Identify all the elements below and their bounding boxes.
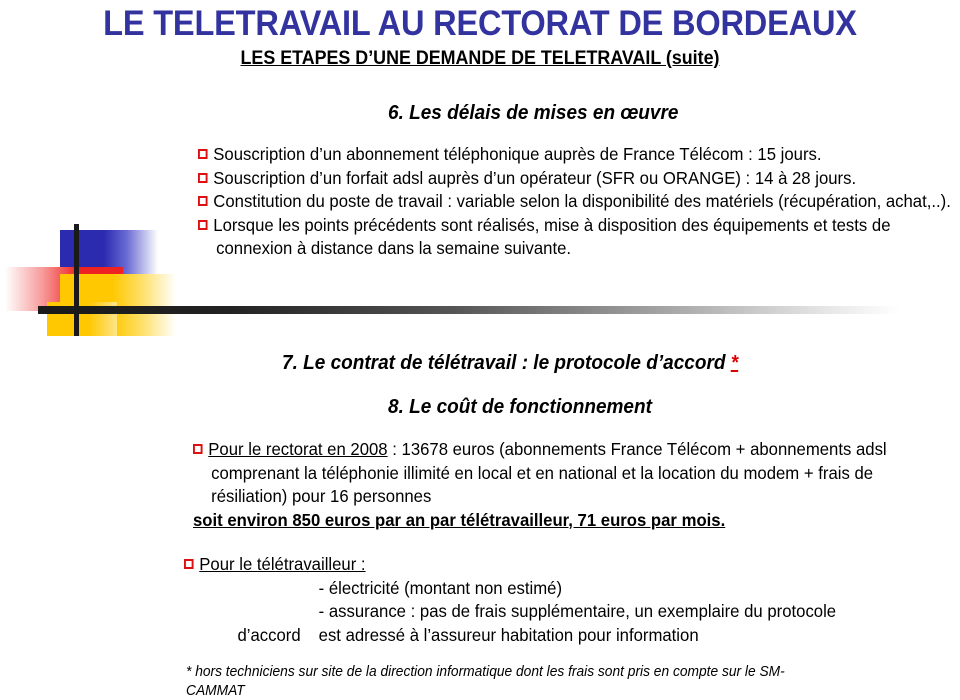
- daccord-rest: est adressé à l’assureur habitation pour information: [318, 624, 699, 645]
- rectorat-detail: : 13678 euros (abonnements France Télécom + abonnements adsl comprenant la téléphonie illimité en local et en national et la location du modem + frais de résiliation) pour 16 personnes: [211, 439, 887, 506]
- square-bullet-icon: [198, 173, 208, 183]
- page-subtitle: LES ETAPES D’UNE DEMANDE DE TELETRAVAIL (suite): [240, 48, 720, 69]
- daccord-label: d’accord: [237, 624, 301, 645]
- teletravailleur-label: Pour le télétravailleur :: [199, 554, 366, 574]
- rectorat-label: Pour le rectorat en 2008: [208, 439, 388, 459]
- list-item: [193, 438, 947, 509]
- list-item-text: Lorsque les points précédents sont réalisés, mise à disposition des équipements et tests de connexion à distance dans la semaine suivante.: [213, 214, 891, 258]
- section-6-heading: 6. Les délais de mises en œuvre: [388, 102, 679, 124]
- footnote: [186, 663, 937, 700]
- square-bullet-icon: [198, 196, 208, 206]
- deco-horizontal-bar: [38, 306, 900, 314]
- list-item-text: Souscription d’un forfait adsl auprès d’un opérateur (SFR ou ORANGE) : 14 à 28 jours.: [213, 167, 857, 188]
- section-8-heading: 8. Le coût de fonctionnement: [388, 396, 652, 418]
- list-item-text: Souscription d’un abonnement téléphonique auprès de France Télécom : 15 jours.: [213, 144, 822, 164]
- section-6-bullet-list: [198, 143, 952, 261]
- page-title: LE TELETRAVAIL AU RECTORAT DE BORDEAUX: [103, 4, 857, 43]
- list-item: [184, 553, 948, 577]
- deco-red-square: [5, 267, 123, 311]
- rectorat-summary: soit environ 850 euros par an par télétravailleur, 71 euros par mois.: [193, 509, 726, 530]
- teletravailleur-item-assurance: - assurance : pas de frais supplémentaire, un exemplaire du protocole: [318, 601, 837, 621]
- list-item: [198, 167, 952, 191]
- section-7-heading-text: 7. Le contrat de télétravail : le protocole d’accord: [282, 352, 726, 374]
- deco-yellow-square: [60, 274, 176, 336]
- footnote-line-1: * hors techniciens sur site de la direction informatique dont les frais sont pris en compte sur le SM-: [186, 664, 785, 680]
- list-item: [198, 190, 952, 214]
- square-bullet-icon: [184, 559, 194, 569]
- square-bullet-icon: [198, 220, 208, 230]
- deco-blue-square: [60, 230, 158, 274]
- rectorat-cost-block: [193, 438, 947, 532]
- list-item-text: Constitution du poste de travail : variable selon la disponibilité des matériels (récupération, achat,..).: [213, 191, 951, 211]
- teletravailleur-cost-block: [184, 553, 948, 647]
- footnote-line-2: CAMMAT: [186, 683, 245, 699]
- teletravailleur-item-electricite: - électricité (montant non estimé): [318, 577, 563, 598]
- footnote-marker-asterisk: *: [730, 352, 739, 374]
- square-bullet-icon: [198, 149, 208, 159]
- list-item: [198, 143, 952, 167]
- section-7-heading: [282, 350, 738, 376]
- list-item: [198, 214, 952, 261]
- deco-yellow-square-lower: [47, 302, 117, 336]
- deco-vertical-bar: [74, 224, 79, 336]
- square-bullet-icon: [193, 444, 203, 454]
- teletravailleur-item-assurance-cont: [184, 624, 948, 648]
